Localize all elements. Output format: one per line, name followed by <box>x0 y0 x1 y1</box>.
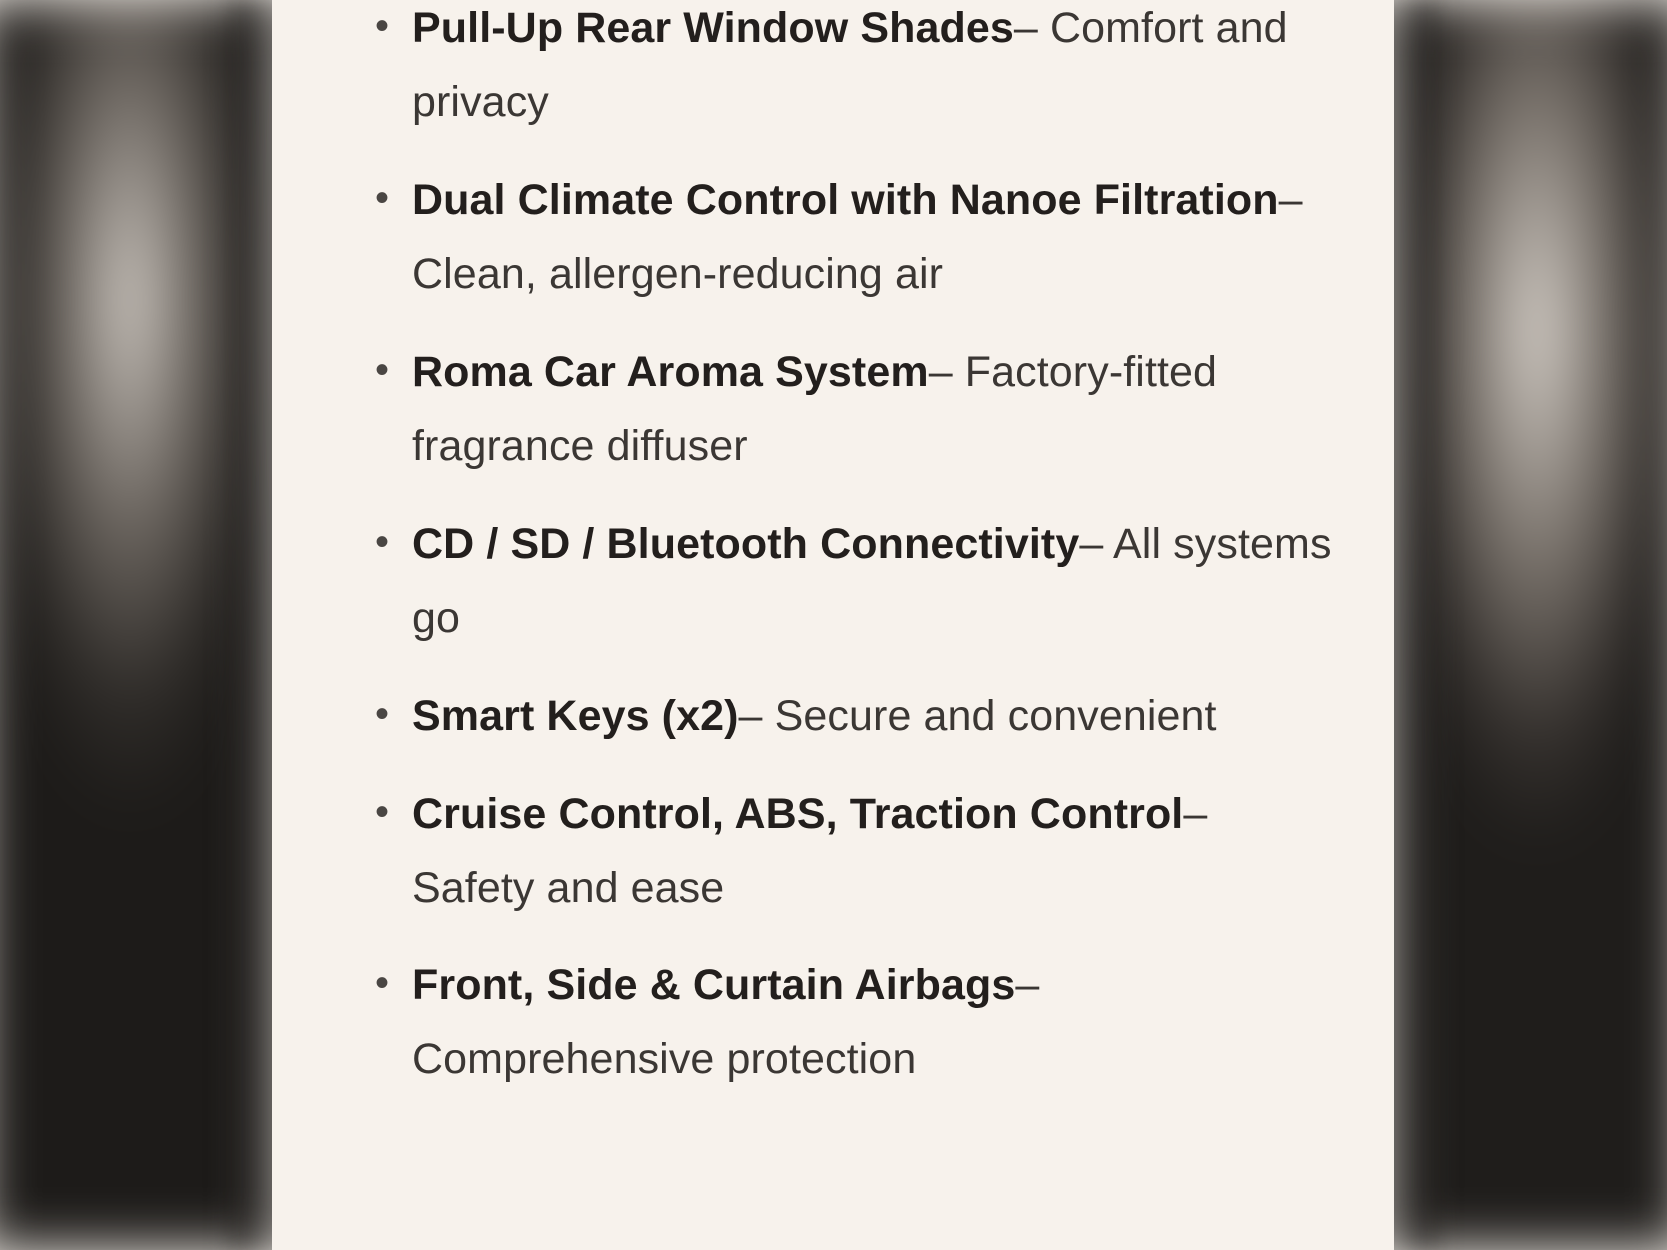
feature-list <box>272 0 1394 1121</box>
feature-term: Roma Car Aroma System <box>412 347 929 396</box>
feature-separator: – <box>738 691 763 740</box>
feature-description: Secure and convenient <box>774 691 1217 740</box>
list-item <box>272 336 1394 484</box>
bullet-icon: • <box>375 347 390 392</box>
feature-separator: – <box>1015 961 1040 1010</box>
list-item <box>272 949 1394 1097</box>
bullet-icon: • <box>375 961 390 1006</box>
bullet-icon: • <box>375 4 390 48</box>
feature-description: Comfort and privacy <box>412 4 1288 126</box>
bullet-icon: • <box>375 789 390 834</box>
bullet-icon: • <box>375 175 390 220</box>
feature-separator: – <box>1079 519 1104 568</box>
feature-term: CD / SD / Bluetooth Connectivity <box>412 519 1080 568</box>
feature-description: Safety and ease <box>412 863 725 912</box>
feature-description: Factory-fitted fragrance diffuser <box>412 347 1218 470</box>
feature-separator: – <box>928 347 953 396</box>
content-card <box>272 0 1394 1250</box>
feature-term: Dual Climate Control with Nanoe Filtration <box>412 175 1279 224</box>
feature-description: All systems go <box>412 519 1332 642</box>
feature-description: Comprehensive protection <box>412 1035 917 1084</box>
list-item <box>272 680 1394 754</box>
list-item <box>272 164 1394 312</box>
feature-separator: – <box>1013 4 1038 52</box>
list-item <box>272 778 1394 926</box>
feature-term: Front, Side & Curtain Airbags <box>412 961 1016 1010</box>
blurred-background-right <box>1397 0 1667 1250</box>
list-item <box>272 508 1394 656</box>
feature-term: Pull-Up Rear Window Shades <box>412 4 1014 52</box>
bullet-icon: • <box>375 691 390 736</box>
list-item <box>272 0 1394 140</box>
feature-description: Clean, allergen-reducing air <box>412 249 944 298</box>
feature-term: Cruise Control, ABS, Traction Control <box>412 789 1184 838</box>
feature-separator: – <box>1278 175 1303 224</box>
feature-term: Smart Keys (x2) <box>412 691 739 740</box>
bullet-icon: • <box>375 519 390 564</box>
feature-separator: – <box>1183 789 1208 838</box>
